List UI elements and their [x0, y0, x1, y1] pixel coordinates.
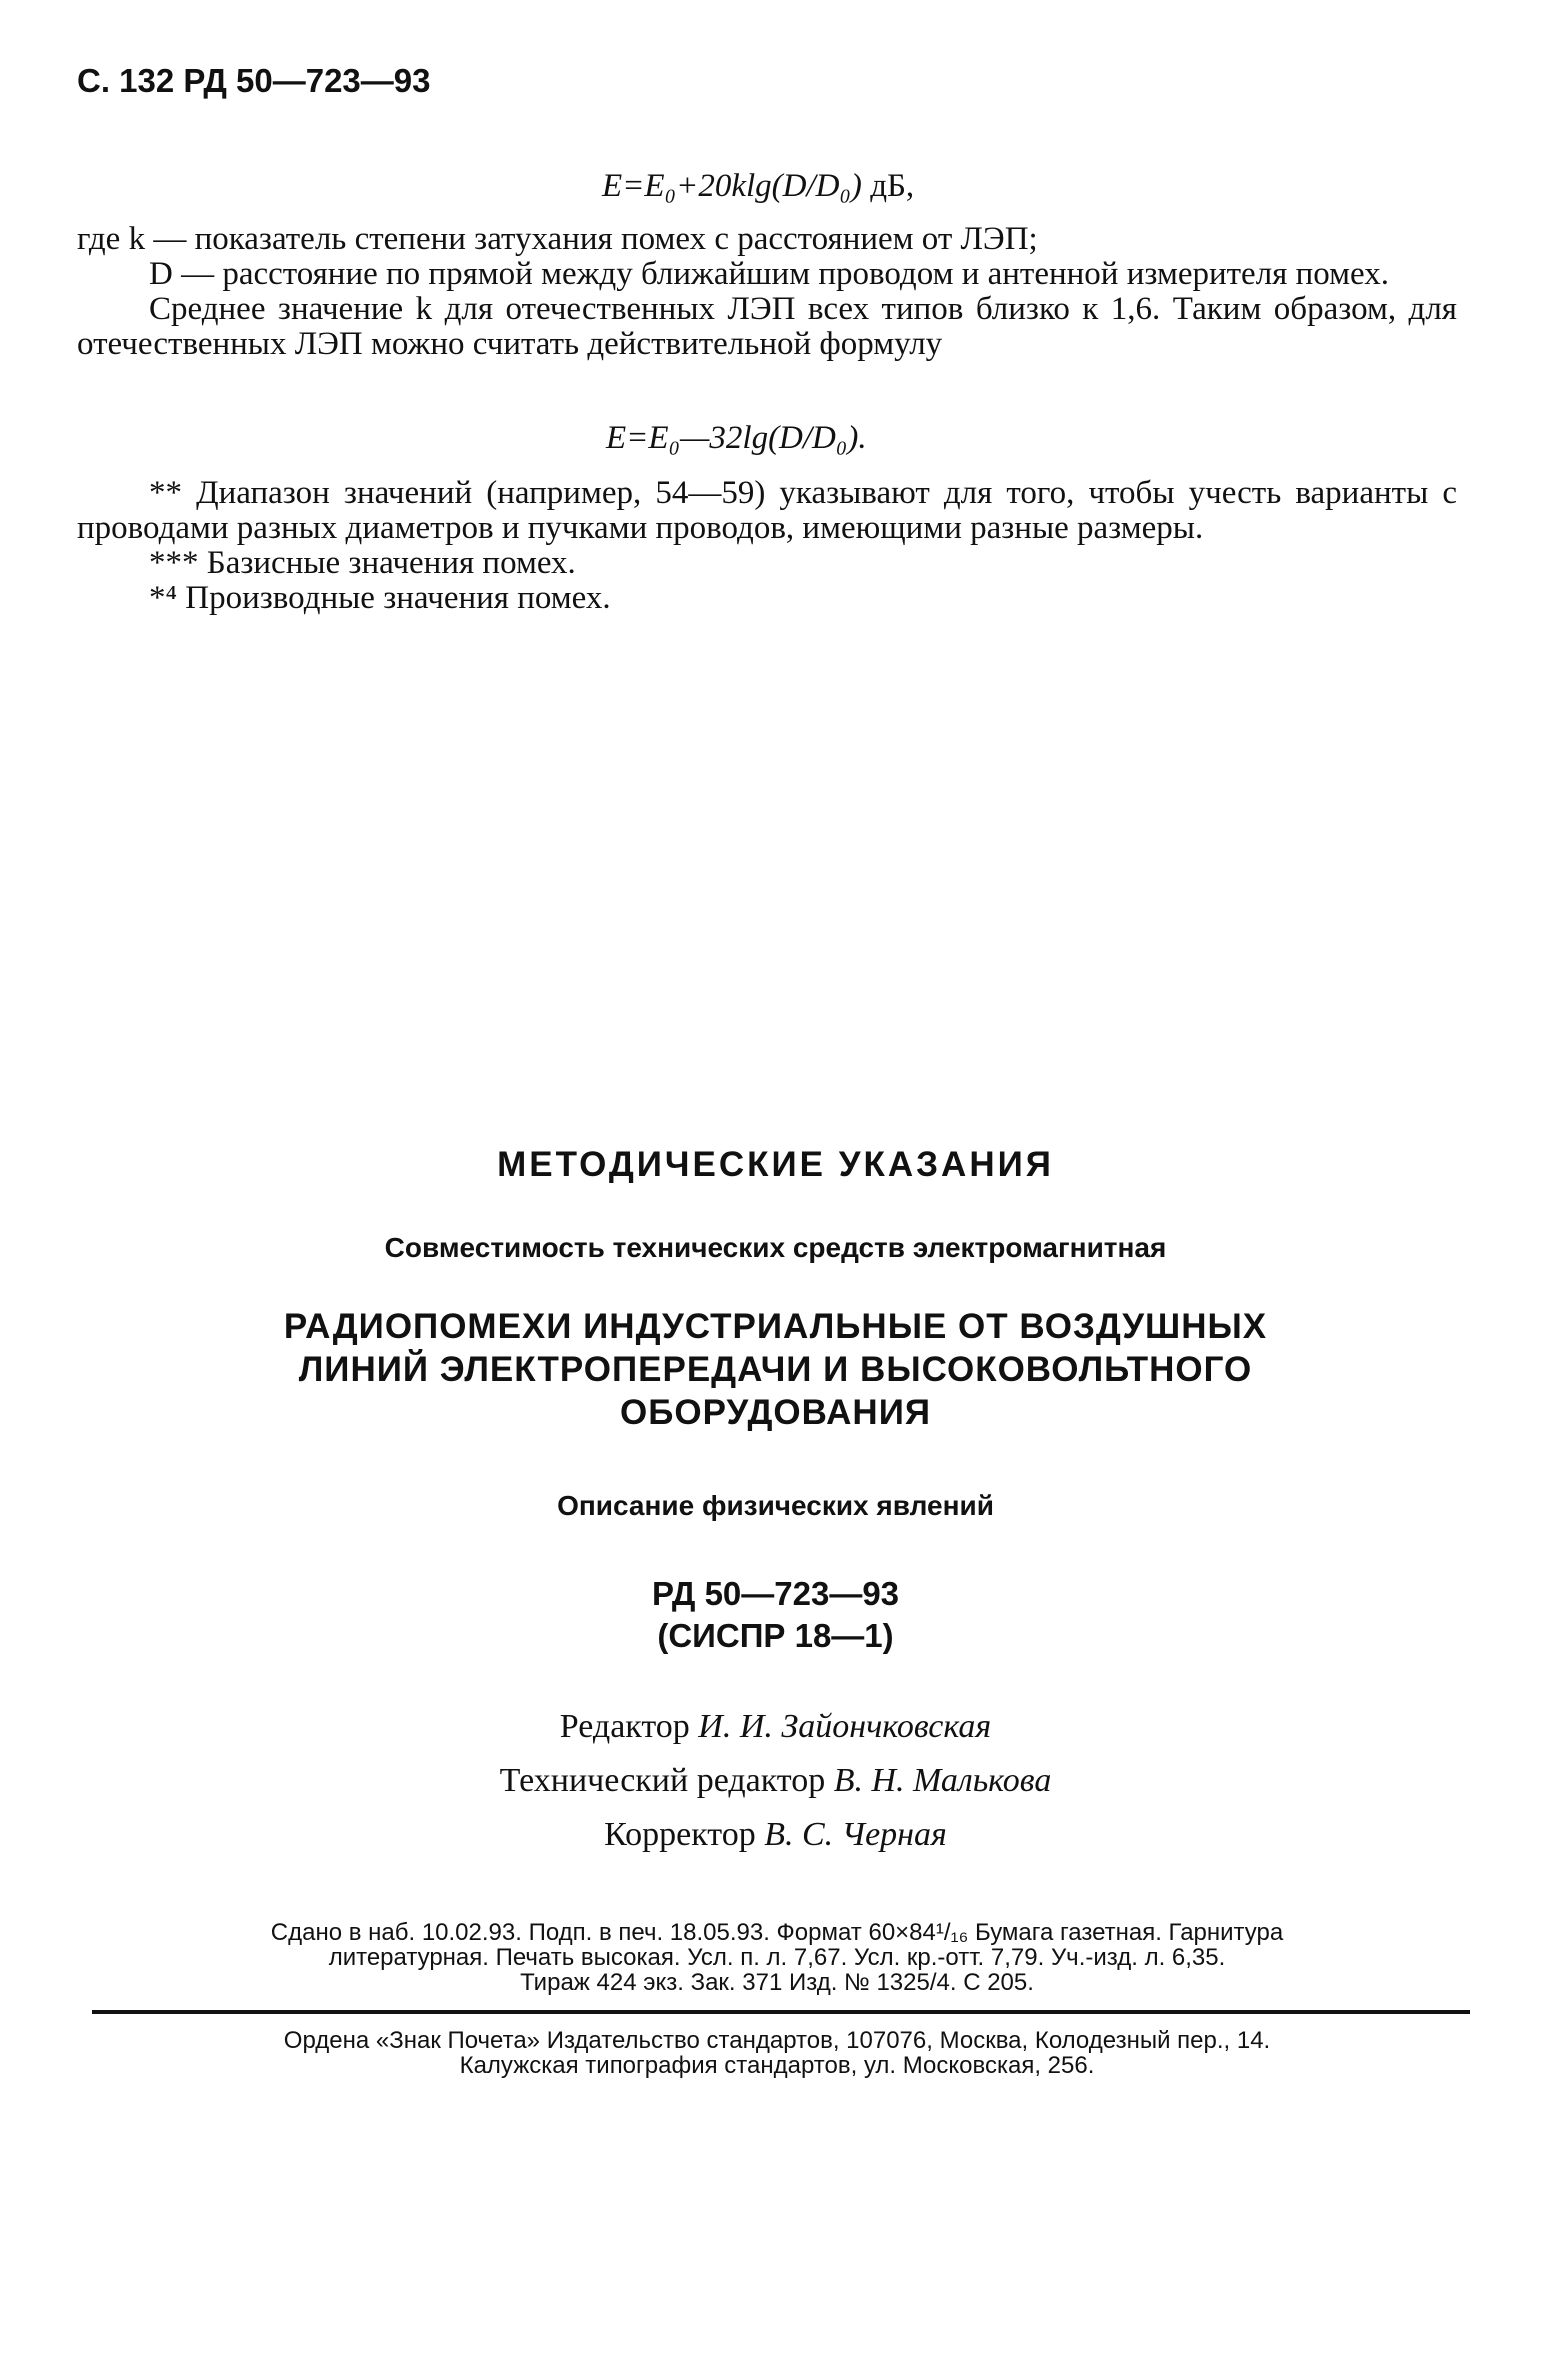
credit-tech-editor — [0, 1754, 1551, 1808]
credit-editor — [0, 1700, 1551, 1754]
definition-d: D — расстояние по прямой между ближайшим проводом и антенной измерителя помех. — [149, 256, 1389, 292]
divider-rule — [92, 2010, 1470, 2014]
definition-k: где k — показатель степени затухания помех с расстоянием от ЛЭП; — [77, 221, 1038, 257]
print-info-line-2: литературная. Печать высокая. Усл. п. л. 7,67. Усл. кр.-отт. 7,79. Уч.-изд. л. 6,35. — [328, 1944, 1226, 1971]
formula-attenuation — [602, 168, 914, 205]
publisher-info — [92, 2028, 1462, 2078]
page-header: С. 132 РД 50—723—93 — [77, 62, 431, 99]
footnotes-block — [77, 476, 1457, 616]
credit-name: В. Н. Малькова — [833, 1762, 1052, 1799]
credit-role: Технический редактор — [499, 1762, 826, 1799]
credits — [0, 1700, 1551, 1862]
doc-code: РД 50—723—93 — [651, 1575, 900, 1612]
definitions-block — [77, 222, 1457, 362]
credit-role: Редактор — [559, 1708, 690, 1745]
paragraph-average-k: Среднее значение k для отечественных ЛЭП всех типов близко к 1,6. Таким образом, для отечественных ЛЭП можно считать действительной формулу — [77, 291, 1457, 362]
footnote-derived: *⁴ Производные значения помех. — [149, 580, 611, 616]
publisher-line-2: Калужская типография стандартов, ул. Московская, 256. — [459, 2052, 1095, 2079]
formula-expression: E=E₀+20klg(D/D₀) — [602, 168, 862, 204]
print-info-line-3: Тираж 424 экз. Зак. 371 Изд. № 1325/4. С 205. — [520, 1969, 1034, 1996]
formula-simplified — [606, 420, 867, 457]
main-title — [0, 1305, 1551, 1434]
publisher-line-1: Ордена «Знак Почета» Издательство стандартов, 107076, Москва, Колодезный пер., 14. — [283, 2027, 1271, 2054]
description-subtitle: Описание физических явлений — [557, 1490, 994, 1521]
credit-name: И. И. Зайончковская — [698, 1708, 992, 1745]
footnote-basic: *** Базисные значения помех. — [149, 545, 576, 581]
cispr-code: (СИСПР 18—1) — [657, 1617, 894, 1654]
print-info-line-1: Сдано в наб. 10.02.93. Подп. в печ. 18.05.93. Формат 60×84¹/₁₆ Бумага газетная. Гарнитура — [270, 1919, 1284, 1946]
credit-name: В. С. Черная — [764, 1816, 947, 1853]
doc-type-title: МЕТОДИЧЕСКИЕ УКАЗАНИЯ — [497, 1145, 1054, 1184]
main-title-line-1: РАДИОПОМЕХИ ИНДУСТРИАЛЬНЫЕ ОТ ВОЗДУШНЫХ — [283, 1307, 1268, 1346]
document-code — [0, 1573, 1551, 1657]
formula-simplified-expression: E=E₀—32lg(D/D₀). — [606, 420, 867, 456]
main-title-line-2: ЛИНИЙ ЭЛЕКТРОПЕРЕДАЧИ И ВЫСОКОВОЛЬТНОГО — [298, 1350, 1253, 1389]
credit-role: Корректор — [604, 1816, 756, 1853]
footnote-range: ** Диапазон значений (например, 54—59) указывают для того, чтобы учесть варианты с проводами разных диаметров и пучками проводов, имеющими разные размеры. — [77, 475, 1457, 546]
formula-unit: дБ, — [870, 168, 915, 204]
series-title: Совместимость технических средств электромагнитная — [384, 1232, 1167, 1263]
main-title-line-3: ОБОРУДОВАНИЯ — [619, 1393, 932, 1432]
credit-proofreader — [0, 1808, 1551, 1862]
print-info — [92, 1920, 1462, 1995]
